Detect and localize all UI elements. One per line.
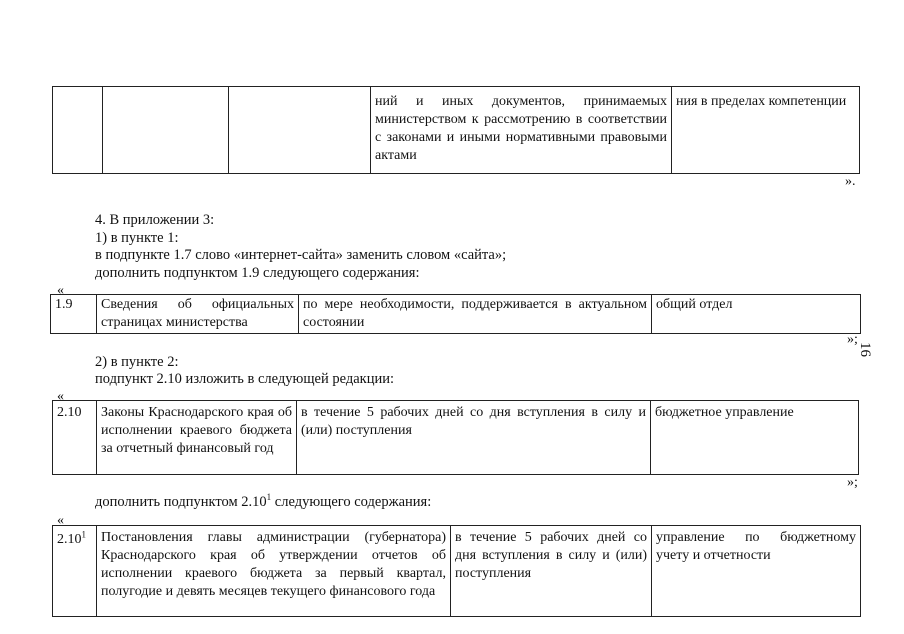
para-2-line2: подпункт 2.10 изложить в следующей редакции: <box>95 371 395 387</box>
cell-period: в течение 5 рабочих дней со дня вступления в силу и (или) поступления <box>297 401 651 475</box>
cell-num: 1.9 <box>51 295 97 334</box>
para-add <box>95 493 431 511</box>
superscript: 1 <box>266 492 272 503</box>
cell-name <box>103 87 229 174</box>
table-continuation <box>52 86 860 174</box>
cell-dept: ния в пределах компетенции <box>672 87 860 174</box>
para-4-line3: в подпункте 1.7 слово «интернет-сайта» заменить словом «сайта»; <box>95 247 507 263</box>
cell-num <box>53 87 103 174</box>
closing-quote: ». <box>845 174 856 189</box>
table-row-1-9 <box>50 294 861 334</box>
cell-num-text: 2.10 <box>57 532 82 547</box>
para-2-line1: 2) в пункте 2: <box>95 354 179 370</box>
cell-dept: бюджетное управление <box>651 401 859 475</box>
cell-empty <box>229 87 371 174</box>
para-4-line1: 4. В приложении 3: <box>95 212 215 228</box>
opening-quote: « <box>57 513 64 528</box>
table-row-2-10 <box>52 400 859 475</box>
superscript: 1 <box>81 529 86 540</box>
cell-content: ний и иных документов, принимаемых министерством к рассмотрению в соответствии с законами и иными нормативными правовыми актами <box>371 87 672 174</box>
table-row-2-10-1 <box>52 525 861 617</box>
cell-dept: общий отдел <box>652 295 861 334</box>
cell-name: Сведения об официальных страницах министерства <box>97 295 299 334</box>
cell-dept: управление по бюджетному учету и отчетности <box>652 526 861 617</box>
opening-quote: « <box>57 389 64 404</box>
closing-quote: »; <box>847 475 858 490</box>
cell-period: по мере необходимости, поддерживается в актуальном состоянии <box>299 295 652 334</box>
closing-quote: »; <box>847 332 858 347</box>
para-add-text: дополнить подпунктом 2.10 <box>95 494 267 510</box>
cell-name: Законы Краснодарского края об исполнении краевого бюджета за отчетный финансовый год <box>97 401 297 475</box>
cell-num <box>53 526 97 617</box>
cell-num: 2.10 <box>53 401 97 475</box>
para-4-line2: 1) в пункте 1: <box>95 230 179 246</box>
para-add-text-end: следующего содержания: <box>271 494 432 510</box>
para-4-line4: дополнить подпунктом 1.9 следующего содержания: <box>95 265 420 281</box>
opening-quote: « <box>57 283 64 298</box>
cell-period: в течение 5 рабочих дней со дня вступления в силу и (или) поступления <box>451 526 652 617</box>
cell-name: Постановления главы администрации (губернатора) Краснодарского края об утверждении отчетов об исполнении краевого бюджета за первый квартал, полугодие и девять месяцев текущего финансового года <box>97 526 451 617</box>
page-number: 16 <box>857 342 873 357</box>
